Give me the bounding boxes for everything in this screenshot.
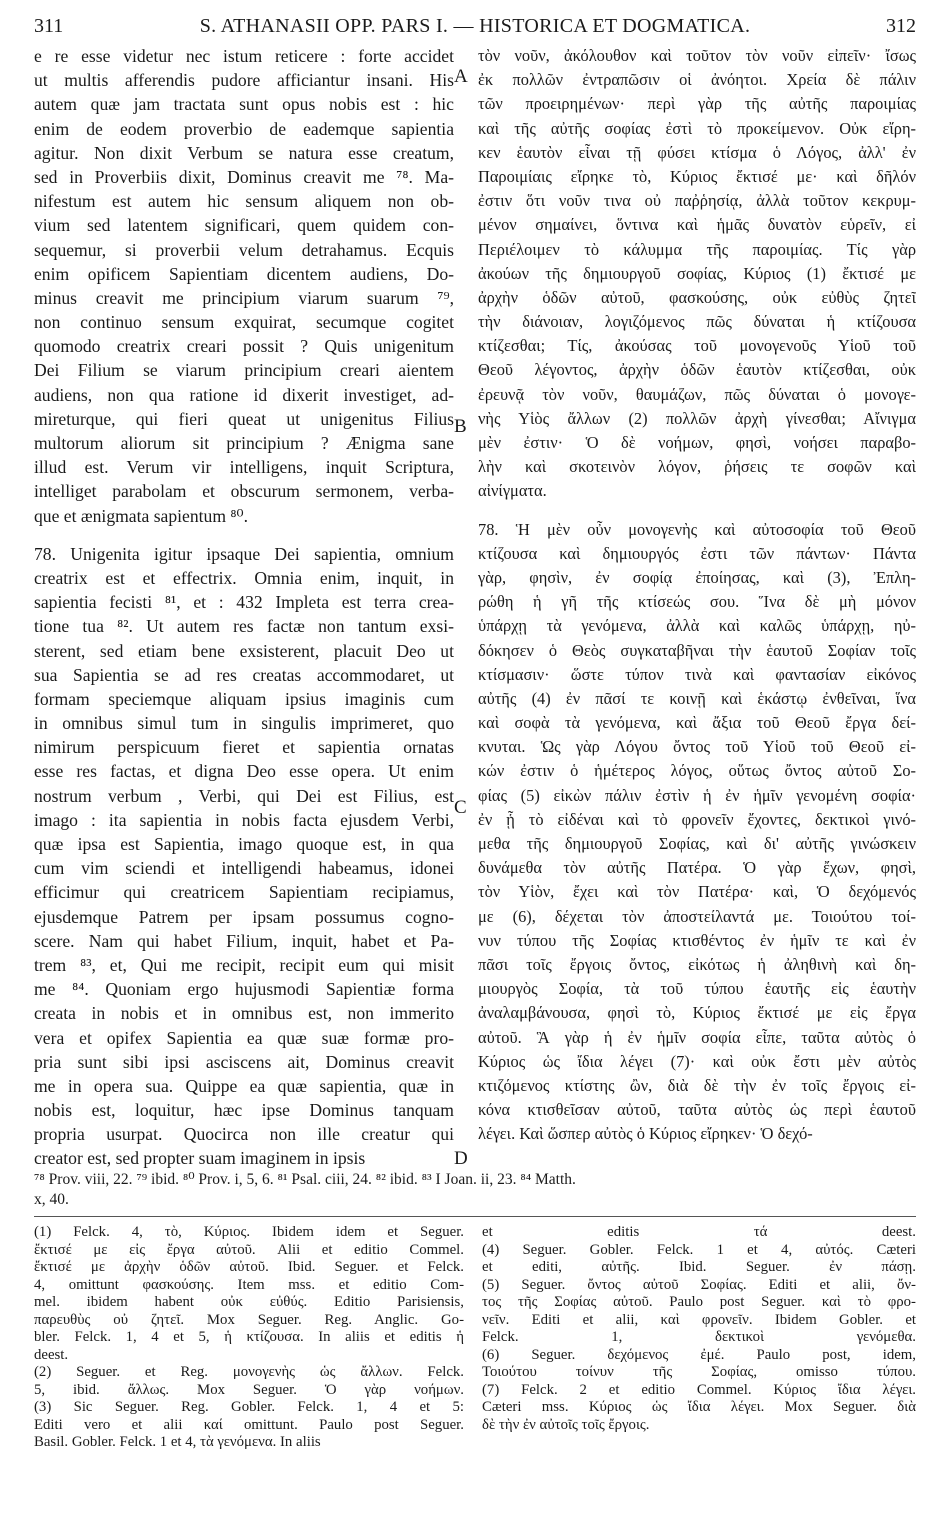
margin-letter-b: B bbox=[454, 416, 467, 437]
greek-text-line: τῶν προειρημένων· περὶ γὰρ τῆς αὐτῆς παροιμίας bbox=[478, 94, 916, 114]
latin-text-line: illud est. Verum vir intelligens, inquit Scriptura, bbox=[34, 457, 454, 478]
critical-note-line: 4, omittunt φασκούσης. Item mss. et editio Com- bbox=[34, 1276, 464, 1293]
latin-text-line: 78. Unigenita igitur ipsaque Dei sapientia, omnium bbox=[34, 543, 454, 564]
critical-note-line: ἔκτισέ με ἀρχὴν ὁδῶν αὐτοῦ. Ibid. Seguer. et Felck. bbox=[34, 1259, 464, 1275]
greek-text-line: νὴς Υἱὸς ἄλλων (2) πολλῶν ἀρχὴ γίνεσθαι; Αἴνιγμα bbox=[478, 408, 916, 428]
latin-text-line: nifestum est autem hic sensum aliquem non ob- bbox=[34, 191, 454, 212]
greek-text-line: μένον σημαίνει, ὅντινα καὶ ἡμᾶς δυνατὸν εὑρεῖν, εἰ bbox=[478, 215, 916, 235]
latin-text-line: me in opera sua. Quippe ea quæ sapientia, quæ in bbox=[34, 1075, 454, 1096]
latin-text-line: minus creavit me principium viarum suarum ⁷⁹, bbox=[34, 287, 454, 308]
latin-text-line: sapientia fecisti ⁸¹, et : 432 Impleta est terra crea- bbox=[34, 592, 454, 613]
critical-note-line: δὲ τὴν ἐν αὐτοῖς τοῖς ἔργοις. bbox=[482, 1416, 650, 1433]
greek-text-line: γὰρ, φησὶν, ἐν σοφίᾳ ἐποίησας, καὶ (3), Ἐπλη- bbox=[478, 567, 916, 587]
latin-text-line: trem ⁸³, et, Qui me recipit, recipit eum qui misit bbox=[34, 954, 454, 975]
latin-text-line: imago : ita sapientia in nobis facta ejusdem Verbi, bbox=[34, 809, 454, 830]
latin-text-line: agitur. Non dixit Verbum se natura esse creatum, bbox=[34, 142, 454, 163]
critical-note-line: (2) Seguer. et Reg. μονογενὴς ὡς ἄλλων. Felck. bbox=[34, 1364, 464, 1380]
latin-text-line: nobis est, loquitur, hæc ipse Dominus tanquam bbox=[34, 1100, 454, 1121]
greek-text-line: αἰνίγματα. bbox=[478, 481, 547, 501]
greek-text-line: λὴν καὶ σκοτεινὸν λόγον, ῥήσεις τε σοφῶν καὶ bbox=[478, 457, 916, 477]
scripture-references-line-2: x, 40. bbox=[34, 1191, 69, 1208]
critical-note-line: Τοιούτου τοίνυν τῆς Σοφίας, omisso τύπου. bbox=[482, 1364, 916, 1380]
latin-text-line: mireturque, qui fieri queat ut unigenitus Filius bbox=[34, 408, 454, 429]
critical-note-line: (3) Sic Seguer. Reg. Gobler. Felck. 1, 4 et 5: bbox=[34, 1399, 464, 1415]
latin-text-line: sequemur, si proverbii velum detrahamus. Ecquis bbox=[34, 239, 454, 260]
greek-text-line: ἐν ᾗ τὸ εἰδέναι καὶ τὸ φρονεῖν ἔχοντες, δεκτικοὶ γινό- bbox=[478, 809, 916, 829]
latin-text-line: intelliget parabolam et obscurum sermonem, verba- bbox=[34, 481, 454, 502]
greek-text-line: καὶ τῆς αὐτῆς σοφίας ἐστὶ τὸ προκείμενον. Οὐκ εἴρη- bbox=[478, 118, 916, 138]
paragraph-gap bbox=[34, 528, 454, 542]
latin-text-line: pria sunt sibi ipsi asciscens ait, Dominus creavit bbox=[34, 1051, 454, 1072]
greek-text-line: καὶ σοφὰ τὰ γενόμενα, καὶ ἄξια τοῦ Θεοῦ ἔργα δεί- bbox=[478, 713, 916, 733]
latin-text-line: creata in nobis et in omnibus est, non immerito bbox=[34, 1003, 454, 1024]
critical-notes-left bbox=[34, 1224, 464, 1452]
greek-text-line: κόνα κτισθεῖσαν αὐτοῦ, ταῦτα αὐτὸς ὡς περὶ ἑαυτοῦ bbox=[478, 1100, 916, 1120]
critical-note-line: (7) Felck. 2 et editio Commel. Κύριος ἴδια λέγει. bbox=[482, 1381, 916, 1398]
latin-text-line: Dei Filium se viarum principium creari aientem bbox=[34, 360, 454, 381]
left-page-number: 311 bbox=[34, 15, 64, 37]
latin-text-line: sed in Proverbiis dixit, Dominus creavit me ⁷⁸. Ma- bbox=[34, 166, 454, 187]
critical-note-line: παρευθὺς οὐ ζητεῖ. Mox Seguer. Reg. Anglic. Go- bbox=[34, 1311, 464, 1328]
critical-note-line: τος τῆς Σοφίας αὐτοῦ. Paulo post Seguer. καὶ τὸ φρο- bbox=[482, 1294, 916, 1310]
greek-text-line: Περιέλοιμεν τὸ κάλυμμα τῆς παροιμίας. Τίς γὰρ bbox=[478, 239, 916, 259]
greek-text-line: τὸν νοῦν, ἀκόλουθον καὶ τοῦτον τὸν νοῦν εἰπεῖν· ἴσως bbox=[478, 46, 916, 65]
greek-text-line: κτίσμασιν· ὥστε τύπον τινὰ καὶ φαντασίαν εἰκόνος bbox=[478, 664, 916, 684]
critical-note-line: et editi, αὐτῆς. Ibid. Seguer. ἐν πάσῃ. bbox=[482, 1259, 916, 1275]
latin-text-line: tione tua ⁸². Ut autem res factæ non tantum exsi- bbox=[34, 616, 454, 637]
latin-column bbox=[34, 44, 454, 1171]
greek-text-line: μεθα τῆς δημιουργοῦ Σοφίας, καὶ δι' αὐτῆς γινώσκειν bbox=[478, 834, 916, 853]
latin-text-line: autem quæ jam tractata sunt opus nobis est : hic bbox=[34, 94, 454, 115]
greek-text-line: 78. Ἡ μὲν οὖν μονογενὴς καὶ αὐτοσοφία τοῦ Θεοῦ bbox=[478, 519, 916, 539]
critical-note-line: Basil. Gobler. Felck. 1 et 4, τὰ γενόμενα. In aliis bbox=[34, 1434, 321, 1450]
critical-note-line: νεῖν. Editi et alii, καὶ φρονεῖν. Ibidem Gobler. et bbox=[482, 1311, 916, 1328]
latin-text-line: quomodo creatrix creari possit ? Quis unigenitum bbox=[34, 336, 454, 357]
margin-letter-c: C bbox=[454, 797, 467, 818]
greek-text-line: κών ἐστιν ὁ ἡμέτερος λόγος, οὕτως ὄντος αὐτοῦ Σο- bbox=[478, 761, 916, 781]
latin-text-line: creatrix est et effectrix. Omnia enim, inquit, in bbox=[34, 567, 454, 588]
critical-note-line: (5) Seguer. ὄντος αὐτοῦ Σοφίας. Editi et alii, ὄν- bbox=[482, 1276, 916, 1293]
greek-text-line: αὐτῆς (4) ἐν πᾶσί τε κοινῇ καὶ ἑκάστῳ ἐνθεῖναι, ἵνα bbox=[478, 688, 916, 708]
latin-text-line: que et ænigmata sapientum ⁸⁰. bbox=[34, 505, 249, 526]
running-header bbox=[34, 8, 916, 44]
latin-text-line: efficimur qui creatricem Sapientiam recipiamus, bbox=[34, 882, 454, 903]
margin-letter-a: A bbox=[454, 66, 468, 87]
latin-text-line: ut multis afferendis pudore afficiantur insani. His bbox=[34, 70, 454, 91]
greek-text-line: κεν ἑαυτὸν εἶναι τῇ φύσει κτίσμα ὁ Λόγος, ἀλλ' ἐν bbox=[478, 142, 916, 162]
paragraph-gap bbox=[478, 504, 916, 518]
greek-text-line: ἐρευνᾷ τὸν νοῦν, θαυμάζων, πῶς δύναται ὁ μονογε- bbox=[478, 384, 916, 404]
latin-text-line: quæ ipsa est Sapientia, imago quoque est, in qua bbox=[34, 834, 454, 854]
greek-text-line: τὴν διάνοιαν, λογιζόμενος πῶς δύναται ἡ κτίζουσα bbox=[478, 312, 916, 332]
latin-text-line: audiens, non qua ratione id dixerit investiget, ad- bbox=[34, 384, 454, 405]
critical-notes-right bbox=[482, 1224, 916, 1434]
latin-text-line: enim de eodem proverbio de eademque sapientia bbox=[34, 118, 454, 139]
critical-note-line: (1) Felck. 4, τὸ, Κύριος. Ibidem idem et Seguer. bbox=[34, 1224, 464, 1240]
latin-text-line: vera et opifex Sapientia ea quæ suæ formæ pro- bbox=[34, 1027, 454, 1048]
latin-text-line: nostrum verbum , Verbi, qui Dei est Filius, est bbox=[34, 785, 454, 806]
greek-text-line: με (6), δέχεται τὸν ἀποστείλαντά με. Τοιούτου τοί- bbox=[478, 906, 916, 926]
critical-note-line: Cæteri mss. Κύριος ὡς ἴδια λέγει. Mox Seguer. διὰ bbox=[482, 1399, 916, 1415]
greek-text-line: αὐτοῦ. Ἃ γὰρ ἡ ἐν ἡμῖν σοφία εἶπε, ταῦτα αὐτὸς ὁ bbox=[478, 1027, 916, 1047]
notes-divider bbox=[34, 1216, 916, 1217]
running-title: S. ATHANASII OPP. PARS I. — HISTORICA ET DOGMATICA. bbox=[199, 15, 751, 37]
greek-text-line: κτιζόμενος κτίστης ὢν, διὰ δὲ τὴν ἐν τοῖς ἔργοις εἰ- bbox=[478, 1075, 916, 1095]
latin-text-line: enim opificem Sapientiam dicentem audiens, Do- bbox=[34, 263, 454, 284]
greek-column bbox=[478, 44, 916, 1146]
greek-text-line: νυν τύπου τῆς Σοφίας κτισθέντος ἐν ἡμῖν τε καὶ ἐν bbox=[478, 930, 916, 950]
greek-text-line: ἀρχὴν ὁδῶν αὐτοῦ, φασκούσης, οὐκ εὐθὺς ζητεῖ bbox=[478, 287, 916, 307]
greek-text-line: Παροιμίαις εἴρηκε τὸ, Κύριος ἔκτισέ με· καὶ δῆλόν bbox=[478, 166, 916, 186]
latin-text-line: formam speciemque aliquam ipsius imaginis cum bbox=[34, 688, 454, 709]
greek-text-line: ἀκούων τῆς δημιουργοῦ σοφίας, Κύριος (1) ἔκτισέ με bbox=[478, 263, 916, 283]
greek-text-line: δυνάμεθα τὸν αὐτῆς Πατέρα. Ὁ γὰρ ἔχων, φησὶ, bbox=[478, 858, 916, 878]
greek-text-line: μιουργὸς Σοφία, τὰ τοῦ τύπου ἑαυτῆς εἰς ἑαυτὴν bbox=[478, 979, 916, 999]
greek-text-line: ἐστιν ὅτι νοῦν τινα οὐ παῤῥησίᾳ, ἀλλὰ τοῦτον κεκρυμ- bbox=[478, 191, 916, 211]
greek-text-line: πᾶσι τοῖς ἔργοις ὄντος, εἰκότως ἡ ἀληθινὴ καὶ δη- bbox=[478, 954, 916, 974]
critical-note-line: bler. Felck. 1, 4 et 5, ἡ κτίζουσα. In aliis et editis ἡ bbox=[34, 1329, 464, 1345]
greek-text-line: κτίζουσα καὶ δημιουργός ἐστι τῶν πάντων· Πάντα bbox=[478, 543, 916, 563]
greek-text-line: δόκησεν ὁ Θεὸς συγκαταβῆναι τὴν ἑαυτοῦ Σοφίαν τοῖς bbox=[478, 640, 916, 660]
greek-text-line: ρώθη ἡ γῆ τῆς κτίσεώς σου. Ἵνα δὲ μὴ μόνον bbox=[478, 592, 916, 612]
greek-text-line: φίας (5) εἰκὼν πάλιν ἐστὶν ἡ ἐν ἡμῖν γενομένη σοφία· bbox=[478, 785, 916, 805]
latin-text-line: multorum aliorum sit principium ? Ænigma sane bbox=[34, 433, 454, 453]
critical-note-line: 5, ibid. ἄλλως. Mox Seguer. Ὁ γὰρ νοήμων. bbox=[34, 1381, 464, 1398]
critical-note-line: ἔκτισέ με εἰς ἔργα αὐτοῦ. Alii et editio Commel. bbox=[34, 1241, 464, 1258]
latin-text-line: ejusdemque Patrem per ipsam possumus cogno- bbox=[34, 906, 454, 927]
critical-note-line: Felck. 1, δεκτικοὶ γενόμεθα. bbox=[482, 1329, 916, 1345]
latin-text-line: vium sed latentem significari, quem quidem con- bbox=[34, 215, 454, 236]
greek-text-line: μὲν ἐστιν· Ὁ δὲ νοήμων, φησὶ, νοήσει παραβο- bbox=[478, 433, 916, 452]
latin-text-line: in omnibus simul tum in singulis imprimeret, quo bbox=[34, 713, 454, 734]
critical-note-line: et editis τά deest. bbox=[482, 1224, 916, 1240]
greek-text-line: ἐκ πολλῶν ἐντραπῶσιν οἱ ἀνόητοι. Χρεία δὲ πάλιν bbox=[478, 70, 916, 90]
greek-text-line: λέγει. Καὶ ὥσπερ αὐτὸς ὁ Κύριος εἴρηκεν· Ὁ δεχό- bbox=[478, 1124, 813, 1144]
greek-text-line: ὑπάρχῃ τὰ γενόμενα, ἀλλὰ καὶ καλῶς ὑπάρχῃ, ηὐ- bbox=[478, 616, 916, 636]
greek-text-line: κνυται. Ὡς γὰρ Λόγου ὄντος τοῦ Υἱοῦ τοῦ Θεοῦ εἰ- bbox=[478, 737, 916, 757]
critical-note-line: deest. bbox=[34, 1346, 69, 1363]
margin-letter-d: D bbox=[454, 1148, 468, 1169]
greek-text-line: κτίζεσθαι; Τίς, ἀκούσας τοῦ μονογενοῦς Υἱοῦ τοῦ bbox=[478, 336, 916, 356]
latin-text-line: e re esse videtur nec istum reticere : forte accidet bbox=[34, 46, 454, 66]
latin-text-line: creator est, sed propter suam imaginem in ipsis bbox=[34, 1148, 366, 1169]
latin-text-line: propria usurpat. Quocirca non ille creatur qui bbox=[34, 1124, 454, 1145]
critical-note-line: mel. ibidem habent οὐκ εὐθύς. Editio Parisiensis, bbox=[34, 1294, 464, 1310]
greek-text-line: Κύριος ὡς ἴδια λέγει (7)· καὶ οὐκ ἔστι μὲν αὐτὸς bbox=[478, 1051, 916, 1071]
greek-text-line: τὸν Υἱὸν, ἔχει καὶ τὸν Πατέρα· καὶ, Ὁ δεχόμενός bbox=[478, 882, 916, 902]
greek-text-line: ἀναλαμβάνουσα, φησὶ τὸ, Κύριος ἔκτισέ με εἰς ἔργα bbox=[478, 1003, 916, 1023]
critical-note-line: Editi vero et alii καί omittunt. Paulo post Seguer. bbox=[34, 1416, 464, 1433]
latin-text-line: cum vim sciendi et intelligendi habeamus, idonei bbox=[34, 858, 454, 879]
latin-text-line: sua Sapientia se ad res creatas accommodaret, ut bbox=[34, 664, 454, 685]
right-page-number: 312 bbox=[886, 15, 916, 37]
critical-note-line: (4) Seguer. Gobler. Felck. 1 et 4, αὐτός. Cæteri bbox=[482, 1241, 916, 1258]
greek-text-line: Θεοῦ λέγοντος, ἀρχὴν ὁδῶν ἑαυτὸν κτίζεσθαι, οὐκ bbox=[478, 360, 916, 380]
latin-text-line: nimirum perspicuum fieret et sapientia ornatas bbox=[34, 737, 454, 758]
critical-note-line: (6) Seguer. δεχόμενος ἐμέ. Paulo post, idem, bbox=[482, 1346, 916, 1363]
latin-text-line: sterent, sed etiam bene exsisterent, placuit Deo ut bbox=[34, 640, 454, 661]
scripture-references-line-1: ⁷⁸ Prov. viii, 22. ⁷⁹ ibid. ⁸⁰ Prov. i, 5, 6. ⁸¹ Psal. ciii, 24. ⁸² ibid. ⁸³ I Joan. ii, 23. ⁸⁴ Matth. bbox=[34, 1171, 576, 1188]
latin-text-line: non continuo sensum exquirat, secumque cogitet bbox=[34, 312, 454, 333]
latin-text-line: esse res factas, et digna Deo esse opera. Ut enim bbox=[34, 761, 454, 782]
latin-text-line: me ⁸⁴. Quoniam ergo hujusmodi Sapientiæ forma bbox=[34, 979, 454, 1000]
latin-text-line: scere. Nam qui habet Filium, inquit, habet et Pa- bbox=[34, 930, 454, 951]
